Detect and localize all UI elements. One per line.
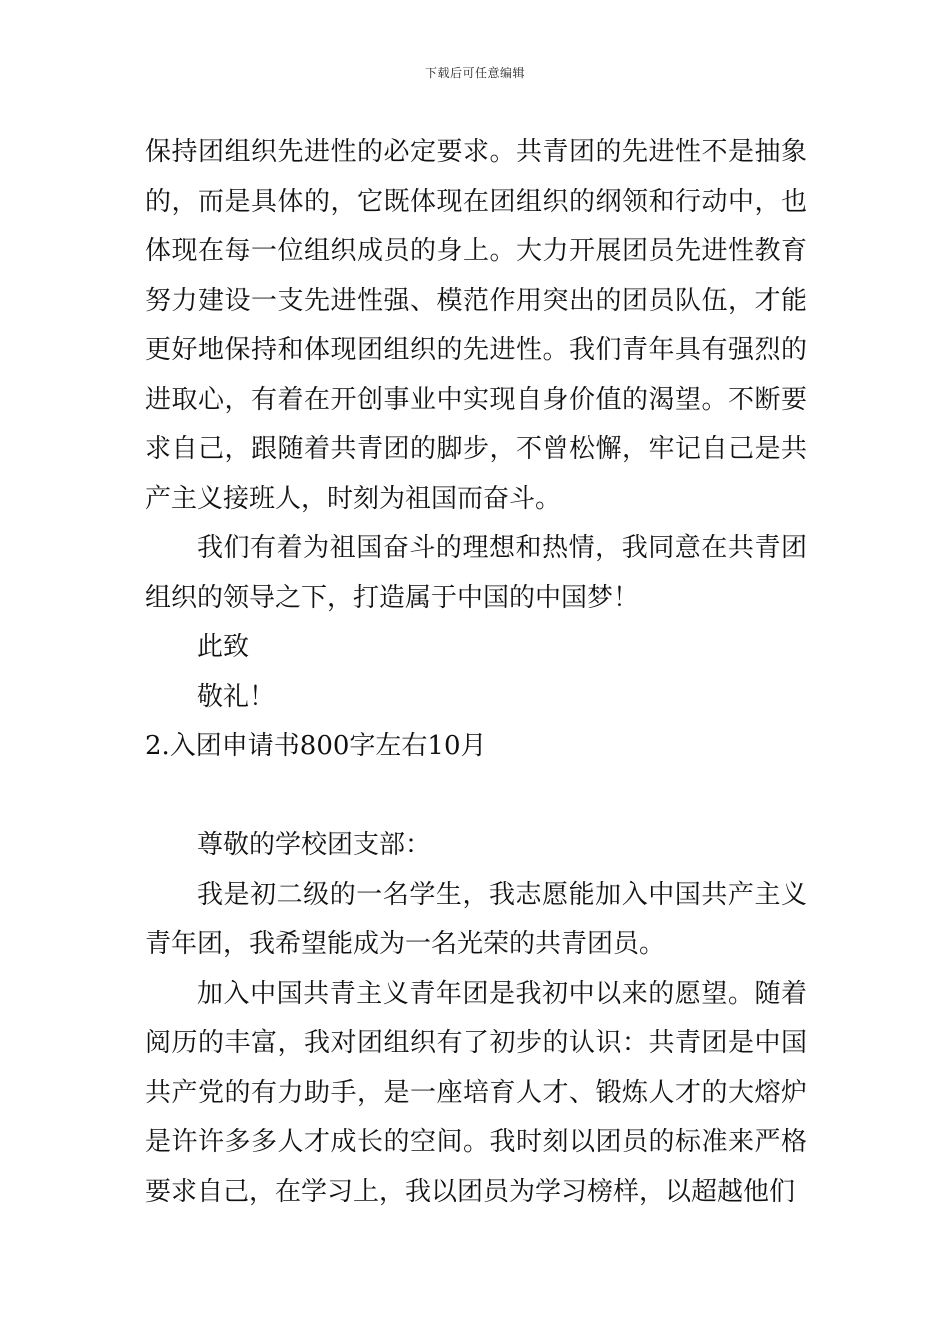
closing-line-1: 此致	[197, 632, 250, 662]
paragraph-intro: 我是初二级的一名学生，我志愿能加入中国共产主义青年团，我希望能成为一名光荣的共青团员。	[145, 879, 807, 959]
paragraph-understanding: 加入中国共青主义青年团是我初中以来的愿望。随着阅历的丰富，我对团组织有了初步的认识：共青团是中国共产党的有力助手，是一座培育人才、锻炼人才的大熔炉是许许多多人才成长的空间。我时刻以团员的标准来严格要求自己，在学习上，我以团员为学习榜样，以超越他们	[145, 978, 807, 1207]
page-header-note: 下载后可任意编辑	[424, 66, 525, 80]
document-body	[145, 128, 807, 1217]
blank-line	[145, 772, 807, 822]
paragraph-aspiration: 我们有着为祖国奋斗的理想和热情，我同意在共青团组织的领导之下，打造属于中国的中国梦！	[145, 533, 807, 613]
closing-line-2: 敬礼！	[197, 681, 276, 712]
salutation: 尊敬的学校团支部：	[197, 830, 432, 860]
section-heading: 2.入团申请书800字左右10月	[145, 731, 487, 761]
paragraph-continuation: 保持团组织先进性的必定要求。共青团的先进性不是抽象的，而是具体的，它既体现在团组织的纲领和行动中，也体现在每一位组织成员的身上。大力开展团员先进性教育努力建设一支先进性强、模范作用突出的团员队伍，才能更好地保持和体现团组织的先进性。我们青年具有强烈的进取心，有着在开创事业中实现自身价值的渴望。不断要求自己，跟随着共青团的脚步，不曾松懈，牢记自己是共产主义接班人，时刻为祖国而奋斗。	[145, 137, 807, 514]
